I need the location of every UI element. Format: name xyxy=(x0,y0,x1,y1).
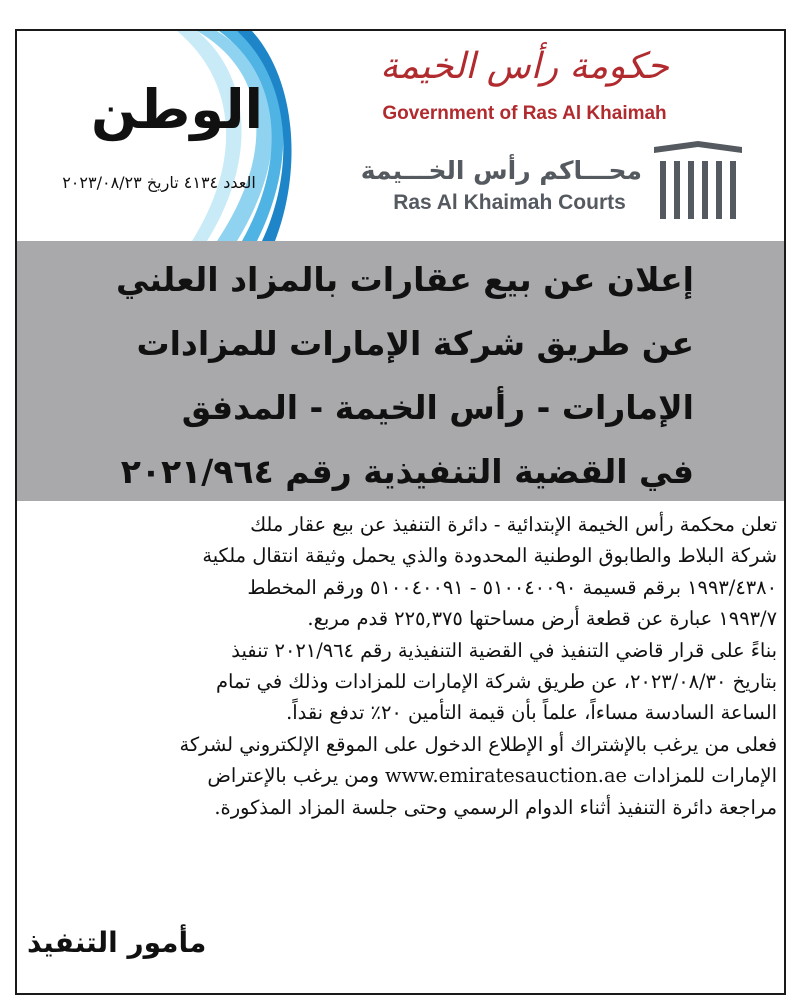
body-line: تعلن محكمة رأس الخيمة الإبتدائية - دائرة التنفيذ عن بيع عقار ملك xyxy=(250,513,777,536)
body-line: شركة البلاط والطابوق الوطنية المحدودة والذي يحمل وثيقة انتقال ملكية xyxy=(202,544,777,568)
body-line: بناءً على قرار قاضي التنفيذ في القضية التنفيذية رقم ٢٠٢١/٩٦٤ تنفيذ xyxy=(231,638,777,662)
courts-name-arabic: محـــاكم رأس الخـــيمة xyxy=(360,156,642,185)
title-band xyxy=(17,241,784,501)
body-line: الإمارات للمزادات www.emiratesauction.ae ومن يرغب بالإعتراض xyxy=(207,764,777,788)
title-line-4: في القضية التنفيذية رقم ٢٠٢١/٩٦٤ xyxy=(120,452,694,491)
title-line-1: إعلان عن بيع عقارات بالمزاد العلني xyxy=(115,260,694,299)
issue-date-line: العدد ٤١٣٤ تاريخ ٢٠٢٣/٠٨/٢٣ xyxy=(62,173,256,192)
signature-execution-officer: مأمور التنفيذ xyxy=(27,926,207,959)
body-line: مراجعة دائرة التنفيذ أثناء الدوام الرسمي وحتى جلسة المزاد المذكورة. xyxy=(214,795,777,819)
body-line: بتاريخ ٢٠٢٣/٠٨/٣٠، عن طريق شركة الإمارات للمزادات وذلك في تمام xyxy=(215,670,777,694)
title-line-3: الإمارات - رأس الخيمة - المدفق xyxy=(181,388,694,427)
government-name-english: Government of Ras Al Khaimah xyxy=(382,103,667,124)
announcement-body xyxy=(25,509,777,823)
body-line: فعلى من يرغب بالإشتراك أو الإطلاع الدخول على الموقع الإلكتروني لشركة xyxy=(179,732,777,756)
government-name-arabic: حكومة رأس الخيمة xyxy=(380,46,669,87)
title-line-2: عن طريق شركة الإمارات للمزادات xyxy=(136,324,694,363)
newspaper-name: الوطن xyxy=(90,78,264,141)
announcement-frame xyxy=(15,29,786,995)
body-line: ١٩٩٣/٤٣٨٠ برقم قسيمة ٥١٠٠٤٠٠٩٠ - ٥١٠٠٤٠٠٩١ ورقم المخطط xyxy=(247,575,777,599)
courts-name-english: Ras Al Khaimah Courts xyxy=(393,191,626,214)
courts-pillars-icon xyxy=(652,141,744,223)
header xyxy=(17,31,784,241)
body-line: الساعة السادسة مساءاً، علماً بأن قيمة التأمين ٢٠٪ تدفع نقداً. xyxy=(286,701,777,725)
body-line: ١٩٩٣/٧ عبارة عن قطعة أرض مساحتها ٢٢٥,٣٧٥ قدم مربع. xyxy=(307,607,777,631)
